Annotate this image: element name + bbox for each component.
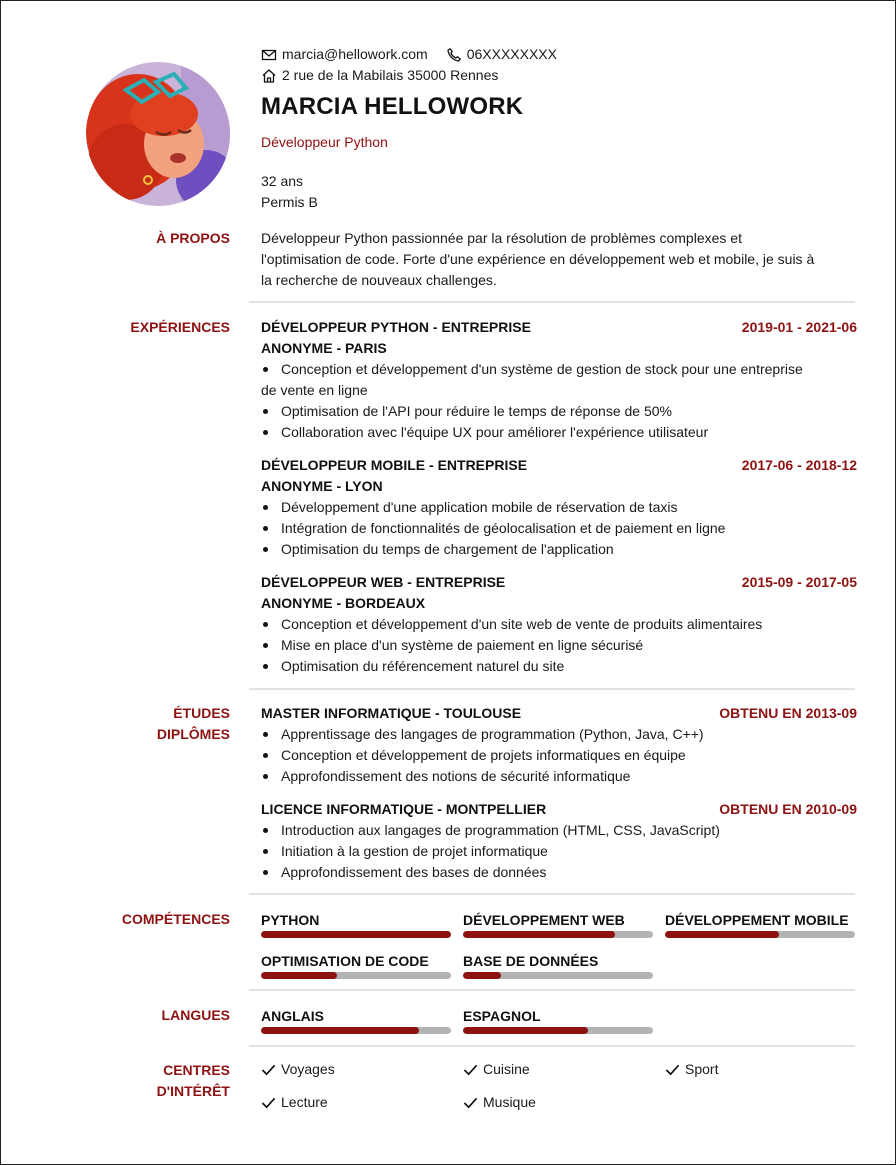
entry-dates: 2015-09 - 2017-05 bbox=[741, 574, 857, 590]
bullet-item: Collaboration avec l'équipe UX pour améliorer l'expérience utilisateur bbox=[261, 422, 857, 443]
skill-name: PYTHON bbox=[261, 912, 320, 928]
entry-header bbox=[261, 703, 857, 724]
checkmark-icon bbox=[463, 1062, 478, 1077]
section-label-experiences: EXPÉRIENCES bbox=[130, 319, 230, 335]
entry-header bbox=[261, 799, 857, 820]
skill-name: DÉVELOPPEMENT MOBILE bbox=[665, 912, 849, 928]
language-item bbox=[463, 1007, 653, 1034]
entry-dates: 2019-01 - 2021-06 bbox=[741, 319, 857, 335]
skill-item bbox=[261, 911, 451, 938]
skill-bar-fill bbox=[665, 931, 779, 938]
entry-bullets bbox=[261, 724, 857, 787]
skill-bar-fill bbox=[261, 972, 337, 979]
language-bar bbox=[463, 1027, 653, 1034]
entry-dates: 2017-06 - 2018-12 bbox=[741, 457, 857, 473]
checkmark-icon bbox=[261, 1062, 276, 1077]
about-line: l'optimisation de code. Forte d'une expérience en développement web et mobile, je suis à bbox=[261, 251, 815, 267]
avatar bbox=[86, 62, 230, 206]
contact-row bbox=[261, 44, 557, 65]
avatar-illustration bbox=[86, 62, 230, 206]
candidate-name: MARCIA HELLOWORK bbox=[261, 93, 524, 120]
skill-name: OPTIMISATION DE CODE bbox=[261, 953, 429, 969]
driving-license: Permis B bbox=[261, 194, 318, 210]
entry-header bbox=[261, 317, 857, 338]
experience-entry bbox=[261, 317, 857, 443]
entry-bullets bbox=[261, 820, 857, 883]
bullet-item: Initiation à la gestion de projet informatique bbox=[261, 841, 857, 862]
about-line: la recherche de nouveaux challenges. bbox=[261, 272, 497, 288]
job-title: Développeur Python bbox=[261, 134, 388, 150]
language-item bbox=[261, 1007, 451, 1034]
section-divider bbox=[249, 301, 855, 303]
age: 32 ans bbox=[261, 173, 304, 189]
language-name: ANGLAIS bbox=[261, 1008, 324, 1024]
entry-title: MASTER INFORMATIQUE - TOULOUSE bbox=[261, 705, 522, 721]
phone-item[interactable] bbox=[446, 44, 557, 65]
section-divider bbox=[249, 893, 855, 895]
language-bar-fill bbox=[261, 1027, 419, 1034]
checkmark-icon bbox=[665, 1062, 680, 1077]
address-item bbox=[261, 65, 557, 86]
entry-bullets bbox=[261, 614, 857, 677]
skill-bar bbox=[665, 931, 855, 938]
entry-bullets bbox=[261, 497, 857, 560]
skill-bar-fill bbox=[261, 931, 451, 938]
bullet-item: Optimisation de l'API pour réduire le temps de réponse de 50% bbox=[261, 401, 857, 422]
interest-item bbox=[463, 1094, 536, 1110]
entry-company: ANONYME - LYON bbox=[261, 478, 383, 494]
interest-label: Sport bbox=[685, 1061, 719, 1077]
bullet-text: Conception et développement d'un système de gestion de stock pour une entreprise bbox=[281, 361, 803, 377]
email-item[interactable] bbox=[261, 44, 428, 65]
section-label-interests bbox=[1, 1060, 230, 1102]
skill-bar-fill bbox=[463, 972, 501, 979]
skill-item bbox=[463, 952, 653, 979]
bullet-item: Introduction aux langages de programmation (HTML, CSS, JavaScript) bbox=[261, 820, 857, 841]
phone-icon bbox=[446, 47, 462, 63]
bullet-item: Mise en place d'un système de paiement en ligne sécurisé bbox=[261, 635, 857, 656]
section-divider bbox=[249, 989, 855, 991]
address-text: 2 rue de la Mabilais 35000 Rennes bbox=[282, 67, 499, 83]
bullet-item: Approfondissement des bases de données bbox=[261, 862, 857, 883]
entry-header bbox=[261, 455, 857, 476]
education-entry bbox=[261, 703, 857, 787]
language-name: ESPAGNOL bbox=[463, 1008, 541, 1024]
section-label-skills: COMPÉTENCES bbox=[121, 911, 230, 927]
entry-company: ANONYME - PARIS bbox=[261, 340, 387, 356]
skill-item bbox=[261, 952, 451, 979]
entry-dates: OBTENU EN 2010-09 bbox=[719, 801, 857, 817]
skill-item bbox=[463, 911, 653, 938]
entry-title: DÉVELOPPEUR MOBILE - ENTREPRISE bbox=[261, 457, 528, 473]
section-label-languages: LANGUES bbox=[161, 1007, 230, 1023]
interest-item bbox=[261, 1061, 335, 1077]
bullet-continuation: de vente en ligne bbox=[261, 382, 368, 398]
entry-company: ANONYME - BORDEAUX bbox=[261, 595, 426, 611]
envelope-icon bbox=[261, 47, 277, 63]
skill-bar bbox=[261, 972, 451, 979]
email-text[interactable]: marcia@hellowork.com bbox=[282, 46, 428, 62]
bullet-item: Apprentissage des langages de programmation (Python, Java, C++) bbox=[261, 724, 857, 745]
section-divider bbox=[249, 1045, 855, 1047]
checkmark-icon bbox=[261, 1095, 276, 1110]
skill-name: BASE DE DONNÉES bbox=[463, 953, 599, 969]
skill-bar bbox=[261, 931, 451, 938]
bullet-item: Conception et développement de projets informatiques en équipe bbox=[261, 745, 857, 766]
contact-block bbox=[261, 44, 557, 86]
entry-title: DÉVELOPPEUR PYTHON - ENTREPRISE bbox=[261, 319, 531, 335]
bullet-item: Optimisation du référencement naturel du site bbox=[261, 656, 857, 677]
interest-label: Lecture bbox=[281, 1094, 328, 1110]
language-bar-fill bbox=[463, 1027, 588, 1034]
bullet-item: Optimisation du temps de chargement de l'application bbox=[261, 539, 857, 560]
interest-item bbox=[463, 1061, 530, 1077]
section-divider bbox=[249, 688, 855, 690]
experience-entry bbox=[261, 455, 857, 560]
section-label-line: DIPLÔMES bbox=[156, 726, 230, 742]
about-text bbox=[261, 228, 857, 291]
bullet-item: Développement d'une application mobile de réservation de taxis bbox=[261, 497, 857, 518]
skill-bar bbox=[463, 931, 653, 938]
bullet-item: Conception et développement d'un site web de vente de produits alimentaires bbox=[261, 614, 857, 635]
interest-label: Musique bbox=[483, 1094, 536, 1110]
entry-bullets bbox=[261, 401, 857, 443]
skill-item bbox=[665, 911, 855, 938]
interest-item bbox=[665, 1061, 718, 1077]
bullet-item bbox=[261, 359, 857, 380]
checkmark-icon bbox=[463, 1095, 478, 1110]
skill-name: DÉVELOPPEMENT WEB bbox=[463, 912, 625, 928]
about-line: Développeur Python passionnée par la résolution de problèmes complexes et bbox=[261, 230, 742, 246]
interest-item bbox=[261, 1094, 328, 1110]
section-label-line: D'INTÉRÊT bbox=[156, 1083, 230, 1099]
entry-title: DÉVELOPPEUR WEB - ENTREPRISE bbox=[261, 574, 506, 590]
entry-title: LICENCE INFORMATIQUE - MONTPELLIER bbox=[261, 801, 547, 817]
home-icon bbox=[261, 68, 277, 84]
interest-label: Cuisine bbox=[483, 1061, 530, 1077]
entry-dates: OBTENU EN 2013-09 bbox=[719, 705, 857, 721]
entry-bullets bbox=[261, 359, 857, 380]
skill-bar-fill bbox=[463, 931, 615, 938]
education-entry bbox=[261, 799, 857, 883]
experience-entry bbox=[261, 572, 857, 677]
section-label-line: CENTRES bbox=[163, 1062, 230, 1078]
entry-header bbox=[261, 572, 857, 593]
skill-bar bbox=[463, 972, 653, 979]
bullet-item: Intégration de fonctionnalités de géolocalisation et de paiement en ligne bbox=[261, 518, 857, 539]
language-bar bbox=[261, 1027, 451, 1034]
phone-text[interactable]: 06XXXXXXXX bbox=[466, 46, 557, 62]
section-label-education bbox=[1, 703, 230, 745]
section-label-line: ÉTUDES bbox=[173, 705, 230, 721]
personal-info bbox=[261, 171, 318, 213]
interest-label: Voyages bbox=[281, 1061, 335, 1077]
bullet-item: Approfondissement des notions de sécurité informatique bbox=[261, 766, 857, 787]
section-label-about: À PROPOS bbox=[156, 230, 230, 246]
